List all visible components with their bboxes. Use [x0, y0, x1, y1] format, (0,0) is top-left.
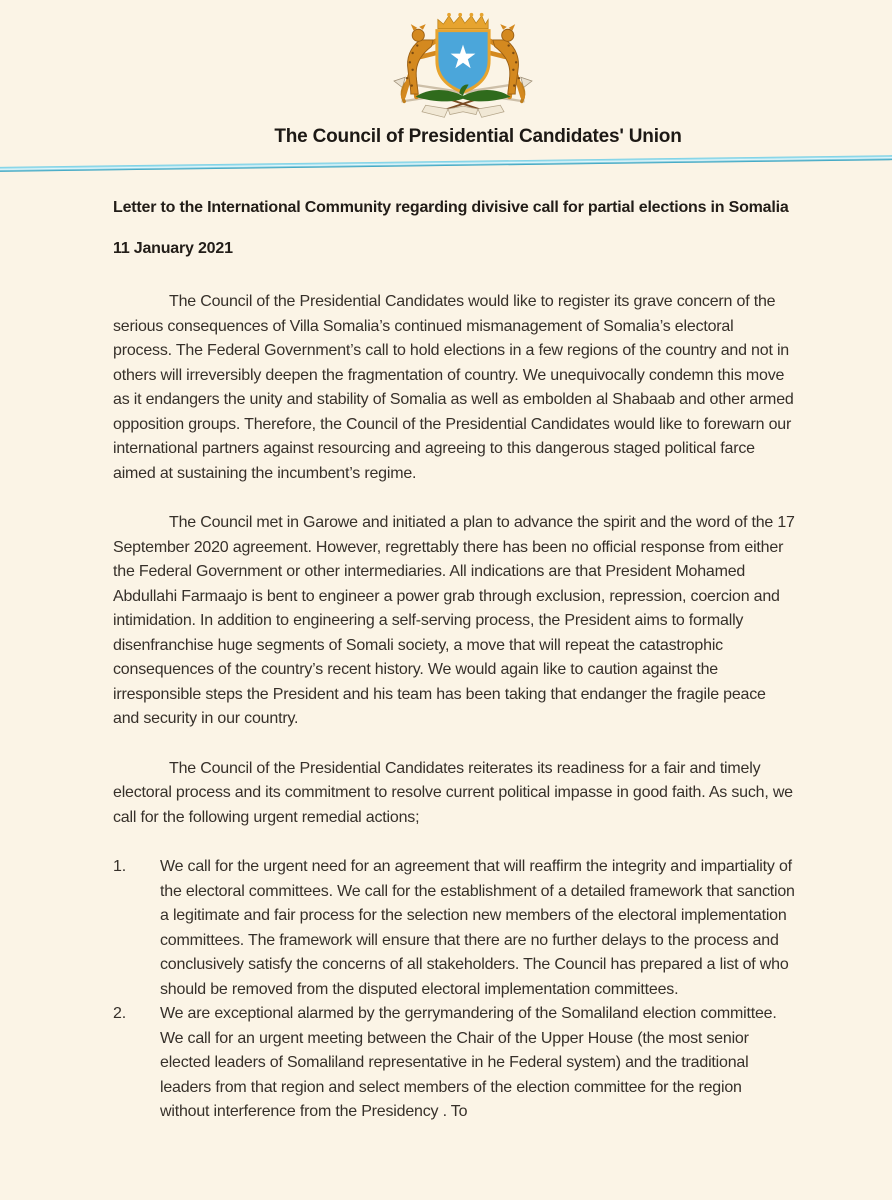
remedial-action-item-1 [113, 855, 795, 1002]
crown-icon [438, 13, 488, 29]
remedial-actions-list [113, 855, 795, 1125]
organization-title: The Council of Presidential Candidates' Union [274, 126, 682, 147]
letter-paragraph-1: The Council of the Presidential Candidates would like to register its grave concern of the serious consequences of Villa Somalia’s continued mismanagement of Somalia’s electoral process. The Federal Government’s call to hold elections in a few regions of the country and not in others will irreversibly deepen the fragmentation of country. We unequivocally condemn this move as it endangers the unity and stability of Somalia as well as embolden al Shabaab and other armed opposition groups. Therefore, the Council of the Presidential Candidates would like to forewarn our international partners against resourcing and agreeing to this dangerous staged political farce aimed at sustaining the incumbent’s regime. [113, 293, 794, 482]
list-item-number: 2. [113, 1005, 126, 1022]
letter-date: 11 January 2021 [113, 239, 233, 257]
leopard-left-icon [402, 24, 436, 101]
letter-paragraph-3: The Council of the Presidential Candidates reiterates its readiness for a fair and timely electoral process and its commitment to resolve current political impasse in good faith. As such, we call for the following urgent remedial actions; [113, 759, 793, 826]
letter-body [113, 196, 795, 1125]
shield-icon [437, 31, 489, 93]
ribbon-icon [422, 105, 504, 117]
remedial-action-item-2 [113, 1002, 795, 1125]
letter-paragraph-2: The Council met in Garowe and initiated a plan to advance the spirit and the word of the 17 September 2020 agreement. However, regrettably there has been no official response from either the Federal Government or other intermediaries. All indications are that President Mohamed Abdullahi Farmaajo is bent to engineer a power grab through exclusion, repression, coercion and intimidation. In addition to engineering a self-serving process, the President aims to formally disenfranchise huge segments of Somali society, a move that will repeat the catastrophic consequences of the country’s recent history. We would again like to caution against the irresponsible steps the President and his team has been taking that endanger the fragile peace and security in our country. [113, 514, 795, 727]
letterhead [0, 0, 892, 148]
list-item-text: We call for the urgent need for an agreement that will reaffirm the integrity and impartiality of the electoral committees. We call for the establishment of a detailed framework that sanction a legitimate and fair process for the selection new members of the electoral implementation committees. The framework will ensure that there are no further delays to the process and conclusively satisfy the concerns of all stakeholders. The Council has prepared a list of who should be removed from the disputed electoral implementation committees. [160, 858, 795, 998]
header-divider-line [0, 155, 892, 172]
letter-subject: Letter to the International Community regarding divisive call for partial elections in Somalia [113, 199, 789, 216]
list-item-number: 1. [113, 858, 126, 875]
leopard-right-icon [490, 24, 524, 101]
list-item-text: We are exceptional alarmed by the gerrymandering of the Somaliland election committee. We call for an urgent meeting between the Chair of the Upper House (the most senior elected leaders of Somaliland representative in he Federal system) and the traditional leaders from that region and select members of the election committee for the region without interference from the Presidency . To [160, 1005, 777, 1120]
somalia-coat-of-arms-logo [379, 12, 547, 122]
